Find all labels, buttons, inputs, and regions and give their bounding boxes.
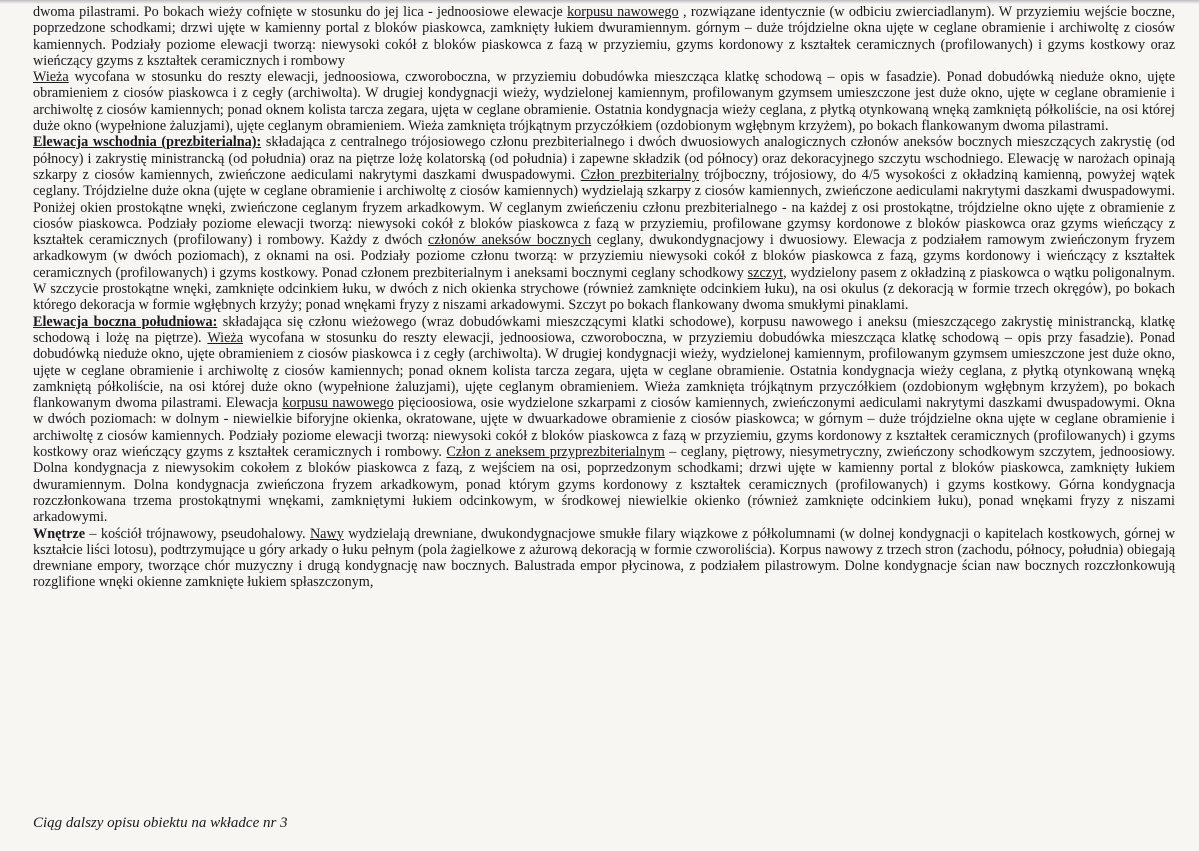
text-run: wydzielają drewniane, dwukondygnacjowe smukłe filary wiązkowe z półkolumnami (w dolnej kondygnacji o kapitelach kostkowych, górnej w kształcie liści lotosu), podtrzymujące u góry arkady o łuku pełnym (pola żagielkowe z ażurową dekoracją w formie czworoliścia). Korpus nawowy z trzech stron (zachodu, północy, południa) obiegają drewniane empory, tworzące chór muzyczny i drugą kondygnację naw bocznych. Balustrada empor płycinowa, z podziałem pilastrowym. Dolne kondygnacje ścian naw bocznych rozczłonkowują rozglifione wnęki okienne zamknięte łukiem spłaszczonym,: [33, 525, 1175, 591]
text-run: składająca się członu wieżowego (wraz dobudówkami mieszczącymi klatki schodowe), korpusu nawowego i aneksu (mieszczącego zakrystię ministrancką, klatkę schodową i lożę na piętrze).: [33, 313, 1175, 346]
underlined-term: szczyt: [747, 264, 784, 281]
text-run: ceglany, dwukondygnacjowy i dwuosiowy. Elewacja z podziałem ramowym zwieńczonym fryzem arkadkowym (w dwóch poziomach), z oknami na osi. Podziały poziome członu tworzą: w przyziemiu niewysoki cokół z bloków piaskowca z fazą, gzyms kordonowy i wieńczący z kształtek ceramicznych (profilowanych) i gzyms kostkowy. Ponad członem prezbiterialnym i aneksami bocznymi ceglany schodkowy: [33, 232, 1175, 281]
section-heading: Elewacja boczna południowa:: [33, 313, 218, 330]
paragraph: [33, 314, 1175, 526]
text-run: wycofana w stosunku do reszty elewacji, jednoosiowa, czworoboczna, w przyziemiu dobudówka mieszcząca klatkę schodową – opis w fasadzie). Ponad dobudówką nieduże okno, ujęte obramieniem z ciosów piaskowca i z cegły (archiwolta). W drugiej kondygnacji wieży, wydzielonej kamiennym, profilowanym gzymsem umieszczone jest duże okno, ujęte w ceglane obramienie i archiwoltę z ciosów kamiennych; ponad oknem kolista tarcza zegara, ujęta w ceglane obramienie. Ostatnia kondygnacja wieży ceglana, z płytką otynkowaną wnęką zamkniętą półkoliście, na osi której duże okno (wypełnione żaluzjami), ujęte ceglanym obramieniem. Wieża zamknięta trójkątnym przyczółkiem (ozdobionym wgłębnym krzyżem), po bokach flankowanym dwoma pilastrami.: [33, 69, 1175, 135]
text-run: – ceglany, piętrowy, niesymetryczny, zwieńczony schodkowym szczytem, jednoosiowy. Dolna kondygnacja z niewysokim cokołem z bloków piaskowca z fazą, z wejściem na osi, poprzedzonym schodkami; drzwi ujęte w kamienny portal z bloków piaskowca, zamknięty łukiem dwuramiennym. Dolna kondygnacja zwieńczona fryzem arkadkowym, ponad którym gzyms kordonowy z kształtek ceramicznych (profilowanych) i gzyms kostkowy. Górna kondygnacja rozczłonkowana trzema prostokątnymi wnękami, zamkniętymi łukiem odcinkowym, w środkowej niewielkie okienko (również zamknięte odcinkiem łuku), ponad wnękami fryzy z niszami arkadowymi.: [33, 444, 1175, 526]
paragraph: [33, 69, 1175, 134]
section-heading: Elewacja wschodnia (prezbiterialna):: [33, 134, 262, 151]
underlined-term: korpusu nawowego: [567, 4, 679, 20]
underlined-term: Nawy: [309, 525, 344, 542]
paragraph: [33, 134, 1175, 313]
underlined-term: członów aneksów bocznych: [427, 232, 592, 249]
text-run: trójboczny, trójosiowy, do 4/5 wysokości z okładziną kamienną, powyżej wątek ceglany. Trójdzielne duże okna (ujęte w ceglane obramienie i archiwoltę z ciosów kamiennych) wydzielają szkarpy z ciosów kamiennych, zwieńczone aediculami nakrytymi daszkami dwuspadowymi. Poniżej okien prostokątne wnęki, zwieńczone ceglanym fryzem arkadkowym. W ceglanym zwieńczeniu członu prezbiterialnego - na każdej z osi prostokątne, trójdzielne okno ujęte z obramienie z ciosów piaskowca. Podziały poziome elewacji tworzą: niewysoki cokół z bloków piaskowca z fazą w przyziemiu, profilowane gzymsy kordonowe z bloków piaskowca oraz gzyms wieńczący z kształtek ceramicznych (profilowany) i rombowy. Każdy z dwóch: [33, 166, 1175, 249]
underlined-term: korpusu nawowego: [282, 395, 394, 412]
underlined-term: Wieża: [207, 329, 243, 346]
text-run: składająca z centralnego trójosiowego członu prezbiterialnego i dwóch dwuosiowych analogicznych członów aneksów bocznych mieszczących zakrystię (od północy) i zakrystię ministrancką (od południa) oraz na piętrze lożę kolatorską (od południa) i zapewne składzik (od północy) oraz dekoracyjnego szczytu wschodniego. Elewację w narożach opinają szkarpy z ciosów kamiennych, zwieńczone aediculami nakrytymi daszkami dwuspadowymi.: [33, 134, 1175, 183]
underlined-term: Człon z aneksem przyprezbiterialnym: [446, 444, 665, 461]
document-body: [33, 4, 1175, 591]
text-run: – kościół trójnawowy, pseudohalowy.: [85, 525, 310, 542]
underlined-term: Człon prezbiterialny: [580, 166, 699, 183]
text-run: wycofana w stosunku do reszty elewacji, jednoosiowa, czworoboczna, w przyziemiu dobudówka mieszcząca klatkę schodową – opis przy fasadzie). Ponad dobudówką nieduże okno, ujęte obramieniem z ciosów piaskowca i z cegły (archiwolta). W drugiej kondygnacji wieży, wydzielonej kamiennym, profilowanym gzymsem umieszczone jest duże okno, ujęte w ceglane obramienie i archiwoltę z ciosów kamiennych; ponad oknem kolista tarcza zegara, ujęta w ceglane obramienie. Ostatnia kondygnacja wieży ceglana, z płytką otynkowaną wnęką zamkniętą półkoliście, na osi której duże okno (wypełnione żaluzjami), ujęte ceglanym obramieniem. Wieża zamknięta trójkątnym przyczółkiem (ozdobionym wgłębnym krzyżem), po bokach flankowanym dwoma pilastrami. Elewacja: [33, 329, 1175, 412]
continuation-note: Ciąg dalszy opisu obiektu na wkładce nr 3: [33, 815, 288, 831]
section-heading: Wnętrze: [33, 525, 85, 542]
paragraph: [33, 526, 1175, 591]
text-run: dwoma pilastrami. Po bokach wieży cofnięte w stosunku do jej lica - jednoosiowe elewacje: [33, 4, 568, 20]
text-run: pięcioosiowa, osie wydzielone szkarpami z ciosów kamiennych, zwieńczonymi aediculami nakrytymi daszkami dwuspadowymi. Okna w dwóch poziomach: w dolnym - niewielkie biforyjne okienka, okratowane, ujęte w dwuarkadowe obramienie z ciosów piaskowca; w górnym – duże trójdzielne okna ujęte w ceglane obramienie i archiwoltę z ciosów kamiennych. Podziały poziome elewacji tworzą: niewysoki cokół z bloków piaskowca z fazą w przyziemiu, gzyms kordonowy z kształtek ceramicznych (profilowanych) i gzyms kostkowy oraz wieńczący gzyms z kształtek ceramicznych i rombowy.: [33, 395, 1175, 461]
underlined-term: Wieża: [33, 69, 69, 86]
text-run: , wydzielony pasem z okładziną z piaskowca o wątku poligonalnym. W szczycie prostokątne wnęki, zamknięte odcinkiem łuku, w dwóch z nich okienka strychowe (również zamknięte odcinkiem łuku), na osi okulus (z dekoracją w formie trzech okręgów), po bokach którego dekoracja w formie wgłębnych krzyży; ponad wnękami fryzy z niszami arkadowymi. Szczyt po bokach flankowany dwoma smukłymi pinaklami.: [33, 264, 1175, 314]
text-run: , rozwiązane identycznie (w odbiciu zwierciadlanym). W przyziemiu wejście boczne, poprzedzone schodkami; drzwi ujęte w kamienny portal z bloków piaskowca, zamknięty łukiem dwuramiennym. górnym – duże trójdzielne okna ujęte w ceglane obramienie i archiwoltę z ciosów kamiennych. Podziały poziome elewacji tworzą: niewysoki cokół z bloków piaskowca z fazą w przyziemiu, gzyms kordonowy z kształtek ceramicznych (profilowanych) i gzyms kostkowy oraz wieńczący gzyms z kształtek ceramicznych i rombowy: [33, 4, 1175, 69]
paragraph: [33, 4, 1175, 69]
